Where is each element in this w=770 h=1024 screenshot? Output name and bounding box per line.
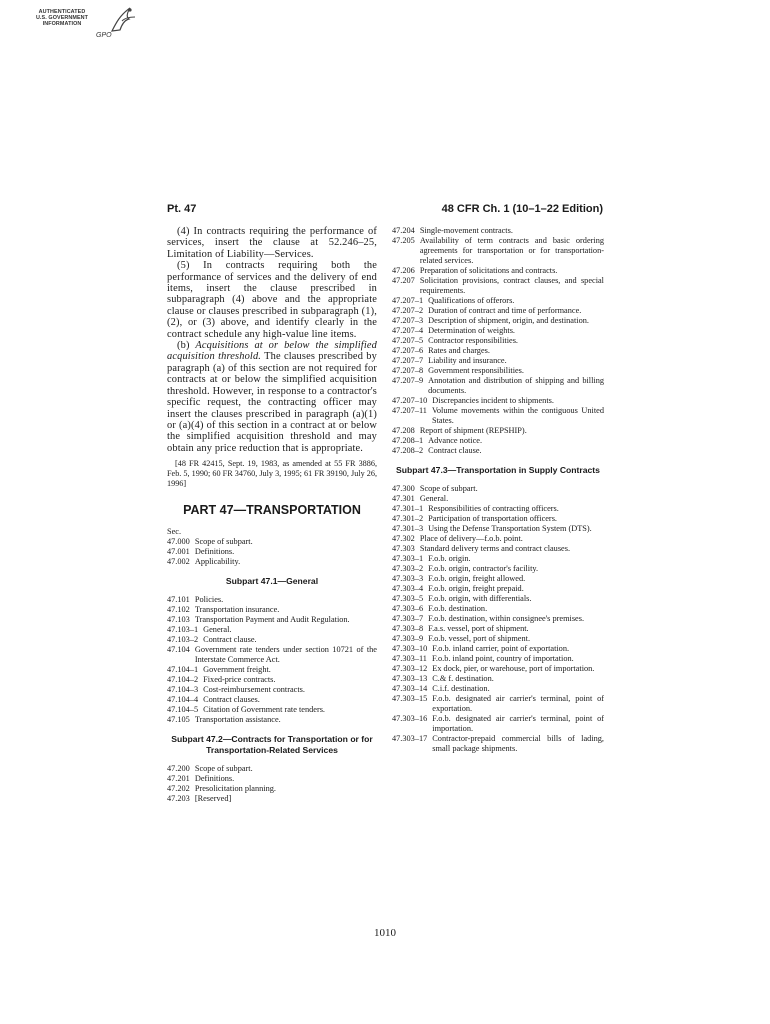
toc-entry [392,674,604,684]
toc-section-title: Citation of Government rate tenders. [203,705,326,715]
toc-entry [392,664,604,674]
toc-section-title: Government freight. [203,665,271,675]
toc-subpart-47-3 [392,484,604,754]
toc-section-number: 47.105 [167,715,190,725]
toc-entry [392,366,604,376]
toc-section-title: Discrepancies incident to shipments. [432,396,554,405]
toc-section-title: F.o.b. origin, contractor's facility. [428,564,539,573]
toc-subpart-47-2-continued [392,226,604,456]
toc-entry [392,406,604,426]
toc-entry [392,276,604,296]
paragraph-b-body: The clauses prescribed by paragraph (a) of this section are not required for contracts at or below the simplified acquisition threshold. However, in response to a contractor's specific request, the contracting officer may insert the clauses prescribed in paragraph (a)(1) or (a)(4) of this section in a contract at or below the simplified acquisition threshold and may obtain any price reduction that is appropriate. [167,351,377,454]
gpo-authentication-logo [30,5,142,45]
toc-section-number: 47.303 [392,544,415,553]
toc-section-title: Using the Defense Transportation System (DTS). [428,524,592,533]
toc-section-title: Single-movement contracts. [419,226,513,235]
paragraph-5: (5) In contracts requiring both the performance of services and the delivery of end items, insert the clause prescribed in subparagraph (4) above and the appropriate clause or clauses prescribed in subparagraph (1), (2), or (3) above, and identify clearly in the contract schedule any high-value line items. [167,260,377,340]
toc-section-number: 47.303–6 [392,604,424,613]
toc-entry [392,684,604,694]
toc-section-number: 47.303–7 [392,614,424,623]
toc-entry [392,614,604,624]
toc-section-title: Contract clause. [203,635,257,645]
toc-entry [392,504,604,514]
paragraph-b-heading: Acquisitions at or below the simplified acquisition threshold. [167,340,377,363]
toc-entry [167,645,377,665]
part-title: PART 47—TRANSPORTATION [183,503,361,518]
toc-section-title: F.o.b. origin, with differentials. [428,594,532,603]
toc-section-number: 47.303–5 [392,594,424,603]
toc-section-title: F.o.b. destination, within consignee's premises. [428,614,585,623]
toc-entry [392,624,604,634]
toc-entry [392,574,604,584]
toc-section-title: Responsibilities of contracting officers. [428,504,559,513]
toc-section-number: 47.207–5 [392,336,424,345]
toc-entry [167,595,377,605]
toc-section-number: 47.207–9 [392,376,424,385]
toc-entry [167,605,377,615]
toc-section-title: Definitions. [194,547,235,557]
eagle-icon [108,5,138,35]
toc-entry [167,685,377,695]
toc-section-title: Transportation Payment and Audit Regulation. [194,615,350,625]
toc-section-title: Ex dock, pier, or warehouse, port of importation. [432,664,595,673]
toc-section-number: 47.205 [392,236,415,245]
toc-section-title: Fixed-price contracts. [203,675,276,685]
toc-entry [392,396,604,406]
toc-section-number: 47.303–16 [392,714,428,723]
toc-section-title: Annotation and distribution of shipping and billing documents. [428,376,604,395]
toc-entry [392,266,604,276]
toc-section-title: Transportation assistance. [194,715,281,725]
toc-section-number: 47.303–1 [392,554,424,563]
toc-section-title: F.o.b. designated air carrier's terminal, point of importation. [432,714,604,733]
page-number: 1010 [374,927,396,939]
toc-section-number: 47.101 [167,595,190,605]
toc-intro [167,537,377,567]
toc-entry [167,715,377,725]
toc-section-title: Scope of subpart. [419,484,478,493]
toc-section-title: F.o.b. origin. [428,554,471,563]
toc-entry [392,436,604,446]
toc-section-number: 47.303–9 [392,634,424,643]
toc-section-number: 47.301–1 [392,504,424,513]
toc-section-title: Liability and insurance. [428,356,507,365]
toc-section-title: C.& f. destination. [432,674,494,683]
toc-section-title: F.a.s. vessel, port of shipment. [428,624,529,633]
toc-entry [392,734,604,754]
toc-section-number: 47.104–5 [167,705,199,715]
toc-section-title: Scope of subpart. [194,537,253,547]
toc-section-number: 47.207–8 [392,366,424,375]
toc-section-number: 47.002 [167,557,190,567]
toc-entry [392,644,604,654]
toc-entry [392,524,604,534]
toc-entry [167,665,377,675]
toc-entry [167,764,377,774]
toc-section-title: Policies. [194,595,224,605]
toc-entry [392,494,604,504]
logo-gpo: GPO [96,32,112,39]
toc-section-title: F.o.b. destination. [428,604,488,613]
toc-section-number: 47.208–2 [392,446,424,455]
toc-entry [392,604,604,614]
toc-section-number: 47.103 [167,615,190,625]
toc-entry [392,484,604,494]
right-column [392,226,604,754]
toc-section-title: Presolicitation planning. [194,784,276,794]
toc-section-title: Rates and charges. [428,346,490,355]
toc-section-title: Cost-reimbursement contracts. [203,685,305,695]
toc-section-number: 47.303–10 [392,644,428,653]
toc-section-number: 47.303–11 [392,654,427,663]
toc-section-number: 47.000 [167,537,190,547]
paragraph-b [167,340,377,454]
toc-entry [167,774,377,784]
toc-section-title: Contract clause. [428,446,482,455]
subpart-47-1-heading: Subpart 47.1—General [225,576,319,587]
toc-section-number: 47.208–1 [392,436,424,445]
logo-line: U.S. GOVERNMENT [35,15,89,21]
toc-section-number: 47.303–2 [392,564,424,573]
toc-section-number: 47.303–4 [392,584,424,593]
toc-section-title: General. [203,625,232,635]
toc-entry [167,635,377,645]
toc-entry [167,794,377,804]
toc-section-title: Contractor-prepaid commercial bills of lading, small package shipments. [432,734,604,753]
toc-section-title: Preparation of solicitations and contracts. [419,266,558,275]
toc-section-title: Availability of term contracts and basic ordering agreements for transportation or for transportation-related services. [419,236,604,265]
paragraph-b-prefix: (b) [177,340,196,352]
toc-section-number: 47.207–10 [392,396,428,405]
toc-entry [167,537,377,547]
paragraph-4: (4) In contracts requiring the performance of services, insert the clause at 52.246–25, Limitation of Liability—Services. [167,226,377,260]
toc-section-title: Duration of contract and time of performance. [428,306,582,315]
toc-entry [392,426,604,436]
toc-section-number: 47.301 [392,494,415,503]
toc-entry [167,615,377,625]
toc-section-title: C.i.f. destination. [432,684,490,693]
toc-entry [167,695,377,705]
toc-section-title: F.o.b. designated air carrier's terminal, point of exportation. [432,694,604,713]
toc-entry [392,514,604,524]
toc-section-title: Contractor responsibilities. [428,336,518,345]
toc-section-number: 47.207–7 [392,356,424,365]
toc-section-number: 47.207–3 [392,316,424,325]
toc-entry [167,675,377,685]
toc-section-number: 47.202 [167,784,190,794]
toc-section-number: 47.207–1 [392,296,424,305]
toc-section-number: 47.303–17 [392,734,428,743]
toc-section-number: 47.302 [392,534,415,543]
toc-section-number: 47.103–1 [167,625,199,635]
toc-section-title: F.o.b. origin, freight prepaid. [428,584,524,593]
toc-section-number: 47.207 [392,276,415,285]
logo-line: AUTHENTICATED [38,9,86,15]
toc-section-number: 47.104 [167,645,190,655]
toc-section-title: Place of delivery—f.o.b. point. [419,534,523,543]
toc-section-title: Government responsibilities. [428,366,524,375]
toc-entry [392,714,604,734]
toc-section-number: 47.208 [392,426,415,435]
toc-section-number: 47.201 [167,774,190,784]
page-header-part: Pt. 47 [167,203,197,215]
toc-entry [167,557,377,567]
toc-section-title: Scope of subpart. [194,764,253,774]
toc-subpart-47-2 [167,764,377,804]
toc-section-number: 47.207–11 [392,406,427,415]
toc-entry [167,784,377,794]
toc-entry [167,547,377,557]
toc-section-title: Contract clauses. [203,695,260,705]
toc-section-number: 47.103–2 [167,635,199,645]
toc-section-number: 47.207–2 [392,306,424,315]
toc-subpart-47-1 [167,595,377,725]
toc-section-number: 47.102 [167,605,190,615]
toc-section-number: 47.207–6 [392,346,424,355]
logo-line: INFORMATION [42,21,82,27]
toc-section-title: Solicitation provisions, contract clauses, and special requirements. [419,276,604,295]
toc-section-title: F.o.b. vessel, port of shipment. [428,634,531,643]
toc-section-number: 47.203 [167,794,190,804]
toc-section-number: 47.303–8 [392,624,424,633]
toc-section-number: 47.301–3 [392,524,424,533]
toc-section-number: 47.204 [392,226,415,235]
toc-entry [392,554,604,564]
toc-entry [392,544,604,554]
toc-section-number: 47.104–4 [167,695,199,705]
toc-section-title: Government rate tenders under section 10721 of the Interstate Commerce Act. [194,645,377,665]
toc-entry [392,306,604,316]
toc-entry [392,634,604,644]
toc-section-title: Participation of transportation officers. [428,514,557,523]
toc-section-title: Description of shipment, origin, and destination. [428,316,589,325]
toc-entry [392,584,604,594]
toc-section-title: F.o.b. origin, freight allowed. [428,574,526,583]
toc-section-number: 47.104–3 [167,685,199,695]
left-column [167,226,377,804]
toc-entry [392,316,604,326]
toc-section-title: F.o.b. inland point, country of importation. [431,654,574,663]
toc-section-title: Transportation insurance. [194,605,280,615]
toc-section-title: Report of shipment (REPSHIP). [419,426,527,435]
toc-section-title: [Reserved] [194,794,232,804]
toc-section-title: Volume movements within the contiguous United States. [431,406,604,425]
toc-entry [392,226,604,236]
logo-text [30,9,94,27]
toc-section-number: 47.104–1 [167,665,199,675]
toc-section-number: 47.303–14 [392,684,428,693]
toc-entry [167,705,377,715]
toc-entry [167,625,377,635]
toc-entry [392,296,604,306]
toc-entry [392,336,604,346]
toc-section-number: 47.001 [167,547,190,557]
toc-entry [392,594,604,604]
toc-entry [392,694,604,714]
toc-entry [392,236,604,266]
toc-section-title: Definitions. [194,774,235,784]
toc-section-title: Advance notice. [428,436,483,445]
toc-section-title: Applicability. [194,557,241,567]
toc-entry [392,346,604,356]
toc-section-title: General. [419,494,449,503]
sec-label: Sec. [167,527,182,537]
toc-entry [392,446,604,456]
toc-section-number: 47.301–2 [392,514,424,523]
toc-section-number: 47.206 [392,266,415,275]
toc-section-number: 47.104–2 [167,675,199,685]
toc-entry [392,356,604,366]
source-citation: [48 FR 42415, Sept. 19, 1983, as amended at 55 FR 3886, Feb. 5, 1990; 60 FR 34760, July 3, 1995; 61 FR 39190, July 26, 1996] [167,459,377,489]
toc-section-number: 47.200 [167,764,190,774]
toc-section-title: F.o.b. inland carrier, point of exportation. [432,644,570,653]
subpart-47-2-heading: Subpart 47.2—Contracts for Transportation or for Transportation-Related Services [171,734,373,756]
toc-entry [392,654,604,664]
toc-section-title: Determination of weights. [428,326,515,335]
toc-section-number: 47.303–3 [392,574,424,583]
toc-entry [392,564,604,574]
toc-section-number: 47.207–4 [392,326,424,335]
toc-section-number: 47.303–15 [392,694,428,703]
toc-entry [392,376,604,396]
page-header-edition: 48 CFR Ch. 1 (10–1–22 Edition) [441,203,603,215]
toc-entry [392,534,604,544]
toc-entry [392,326,604,336]
toc-section-number: 47.300 [392,484,415,493]
subpart-47-3-heading: Subpart 47.3—Transportation in Supply Contracts [396,465,600,475]
toc-section-number: 47.303–12 [392,664,428,673]
toc-section-number: 47.303–13 [392,674,428,683]
toc-section-title: Standard delivery terms and contract clauses. [419,544,571,553]
toc-section-title: Qualifications of offerors. [428,296,515,305]
